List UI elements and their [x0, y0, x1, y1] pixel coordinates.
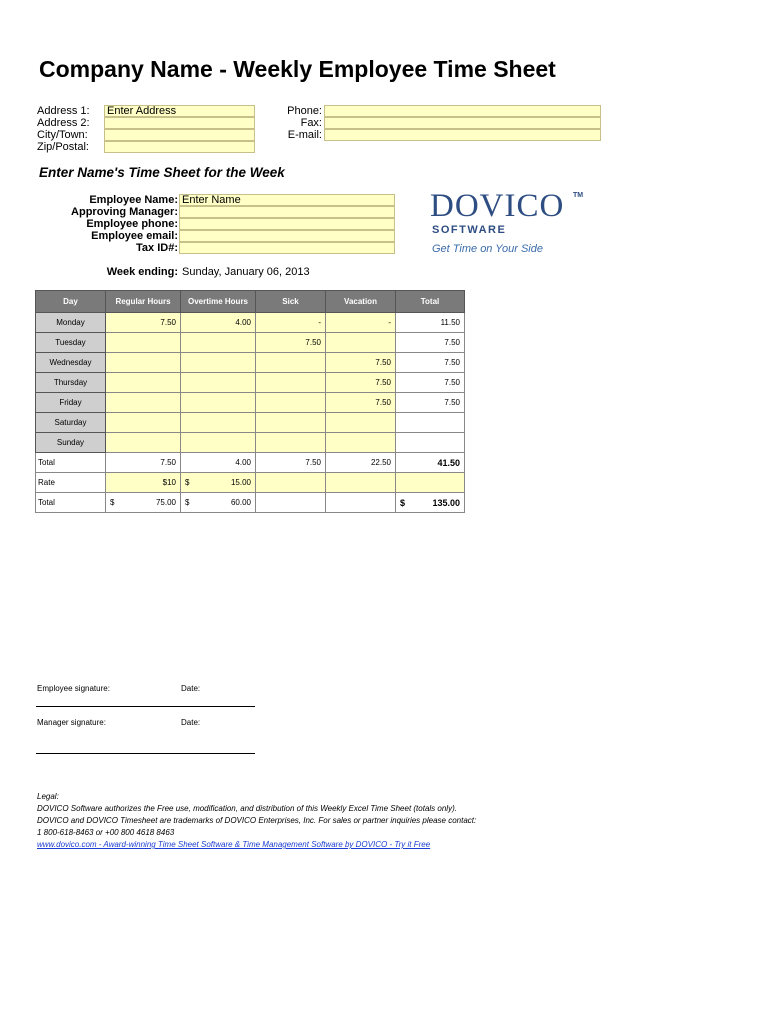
- legal-line-2: DOVICO and DOVICO Timesheet are trademarks of DOVICO Enterprises, Inc. For sales or partner inquiries please contact:: [37, 816, 477, 825]
- logo-wordmark: DOVICO: [430, 188, 565, 224]
- dovico-link[interactable]: www.dovico.com - Award-winning Time Sheet Software & Time Management Software by DOVICO - Try it Free: [37, 840, 431, 849]
- regular-cell[interactable]: [106, 433, 181, 453]
- regular-cell[interactable]: 7.50: [106, 313, 181, 333]
- overtime-rate-value: 15.00: [230, 478, 251, 487]
- email-field[interactable]: [324, 129, 601, 141]
- table-row: [36, 333, 465, 353]
- total-cell: [396, 413, 465, 433]
- page-title: Company Name - Weekly Employee Time Sheet: [39, 56, 556, 82]
- address1-field[interactable]: Enter Address: [104, 105, 255, 117]
- day-cell: Wednesday: [36, 353, 106, 373]
- total-hours-row: [36, 453, 465, 473]
- overtime-pay-value: 60.00: [230, 498, 251, 507]
- table-row: [36, 353, 465, 373]
- week-ending-value[interactable]: Sunday, January 06, 2013: [182, 266, 310, 278]
- grand-total-pay-value: 135.00: [432, 497, 460, 508]
- col-header-overtime: Overtime Hours: [181, 291, 256, 313]
- legal-notice: [37, 791, 497, 851]
- employee-name-label: Employee Name:: [89, 194, 178, 206]
- phone-label: Phone:: [287, 105, 322, 117]
- fax-field[interactable]: [324, 117, 601, 129]
- sick-cell[interactable]: 7.50: [256, 333, 326, 353]
- tax-id-field[interactable]: [179, 242, 395, 254]
- table-row: [36, 373, 465, 393]
- employee-phone-field[interactable]: [179, 218, 395, 230]
- week-ending-label: Week ending:: [106, 266, 178, 278]
- regular-pay-cell: [106, 493, 181, 513]
- total-pay-label: Total: [36, 493, 106, 513]
- col-header-total: Total: [396, 291, 465, 313]
- grand-total-hours-cell: 41.50: [396, 453, 465, 473]
- employee-email-label: Employee email:: [91, 230, 178, 242]
- email-label: E-mail:: [287, 129, 322, 141]
- total-cell: 7.50: [396, 373, 465, 393]
- regular-cell[interactable]: [106, 333, 181, 353]
- sick-cell[interactable]: -: [256, 313, 326, 333]
- vacation-rate-cell[interactable]: [326, 473, 396, 493]
- overtime-cell[interactable]: [181, 413, 256, 433]
- vacation-cell[interactable]: 7.50: [326, 393, 396, 413]
- manager-date-label: Date:: [181, 718, 201, 727]
- overtime-cell[interactable]: 4.00: [181, 313, 256, 333]
- sick-cell[interactable]: [256, 353, 326, 373]
- regular-cell[interactable]: [106, 353, 181, 373]
- employee-phone-label: Employee phone:: [86, 218, 178, 230]
- timesheet-table: [35, 290, 465, 513]
- fax-label: Fax:: [300, 117, 322, 129]
- day-cell: Sunday: [36, 433, 106, 453]
- col-header-day: Day: [36, 291, 106, 313]
- phone-field[interactable]: [324, 105, 601, 117]
- employee-signature-label: Employee signature:: [37, 684, 110, 693]
- vacation-cell[interactable]: [326, 433, 396, 453]
- zip-label: Zip/Postal:: [37, 141, 89, 153]
- address2-field[interactable]: [104, 117, 255, 129]
- employee-email-field[interactable]: [179, 230, 395, 242]
- total-cell: 7.50: [396, 353, 465, 373]
- sick-cell[interactable]: [256, 373, 326, 393]
- col-header-regular: Regular Hours: [106, 291, 181, 313]
- approving-manager-field[interactable]: [179, 206, 395, 218]
- total-hours-label: Total: [36, 453, 106, 473]
- vacation-cell[interactable]: 7.50: [326, 373, 396, 393]
- zip-field[interactable]: [104, 141, 255, 153]
- regular-cell[interactable]: [106, 393, 181, 413]
- employee-date-label: Date:: [181, 684, 201, 693]
- legal-heading: Legal:: [37, 792, 59, 801]
- manager-signature-line[interactable]: [36, 753, 255, 754]
- total-vacation-cell: 22.50: [326, 453, 396, 473]
- total-cell: 7.50: [396, 393, 465, 413]
- table-row: [36, 413, 465, 433]
- regular-cell[interactable]: [106, 413, 181, 433]
- day-cell: Monday: [36, 313, 106, 333]
- vacation-cell[interactable]: [326, 413, 396, 433]
- vacation-cell[interactable]: -: [326, 313, 396, 333]
- overtime-cell[interactable]: [181, 393, 256, 413]
- rate-label: Rate: [36, 473, 106, 493]
- address2-label: Address 2:: [37, 117, 90, 129]
- total-overtime-cell: 4.00: [181, 453, 256, 473]
- day-cell: Friday: [36, 393, 106, 413]
- regular-rate-cell[interactable]: $10: [106, 473, 181, 493]
- table-row: [36, 433, 465, 453]
- total-pay-row: [36, 493, 465, 513]
- table-row: [36, 393, 465, 413]
- employee-signature-line[interactable]: [36, 706, 255, 707]
- address1-label: Address 1:: [37, 105, 90, 117]
- total-regular-cell: 7.50: [106, 453, 181, 473]
- rate-row: [36, 473, 465, 493]
- employee-name-field[interactable]: Enter Name: [179, 194, 395, 206]
- overtime-cell[interactable]: [181, 433, 256, 453]
- table-header-row: [36, 291, 465, 313]
- currency-symbol: $: [400, 497, 406, 508]
- grand-total-pay-cell: [396, 493, 465, 513]
- col-header-vacation: Vacation: [326, 291, 396, 313]
- sheet-subtitle: Enter Name's Time Sheet for the Week: [39, 165, 285, 180]
- legal-line-1: DOVICO Software authorizes the Free use, modification, and distribution of this Weekly Excel Time Sheet (totals only).: [37, 804, 457, 813]
- logo-software: SOFTWARE: [432, 224, 507, 236]
- vacation-cell[interactable]: 7.50: [326, 353, 396, 373]
- total-cell: 11.50: [396, 313, 465, 333]
- sick-cell[interactable]: [256, 433, 326, 453]
- regular-pay-value: 75.00: [155, 498, 176, 507]
- total-rate-cell: [396, 473, 465, 493]
- vacation-pay-cell: [326, 493, 396, 513]
- currency-symbol: $: [185, 478, 190, 487]
- currency-symbol: $: [110, 498, 115, 507]
- day-cell: Tuesday: [36, 333, 106, 353]
- city-field[interactable]: [104, 129, 255, 141]
- manager-signature-label: Manager signature:: [37, 718, 106, 727]
- total-cell: [396, 433, 465, 453]
- sick-cell[interactable]: [256, 413, 326, 433]
- sick-rate-cell[interactable]: [256, 473, 326, 493]
- logo-trademark: TM: [573, 192, 584, 199]
- regular-cell[interactable]: [106, 373, 181, 393]
- total-cell: 7.50: [396, 333, 465, 353]
- total-sick-cell: 7.50: [256, 453, 326, 473]
- day-cell: Saturday: [36, 413, 106, 433]
- logo-tagline: Get Time on Your Side: [432, 243, 543, 255]
- approving-manager-label: Approving Manager:: [71, 206, 178, 218]
- overtime-pay-cell: [181, 493, 256, 513]
- table-row: [36, 313, 465, 333]
- day-cell: Thursday: [36, 373, 106, 393]
- sick-pay-cell: [256, 493, 326, 513]
- overtime-cell[interactable]: [181, 333, 256, 353]
- legal-line-3: 1 800-618-8463 or +00 800 4618 8463: [37, 828, 175, 837]
- sick-cell[interactable]: [256, 393, 326, 413]
- vacation-cell[interactable]: [326, 333, 396, 353]
- currency-symbol: $: [185, 498, 190, 507]
- overtime-rate-cell[interactable]: [181, 473, 256, 493]
- tax-id-label: Tax ID#:: [136, 242, 178, 254]
- col-header-sick: Sick: [256, 291, 326, 313]
- city-label: City/Town:: [37, 129, 88, 141]
- overtime-cell[interactable]: [181, 353, 256, 373]
- overtime-cell[interactable]: [181, 373, 256, 393]
